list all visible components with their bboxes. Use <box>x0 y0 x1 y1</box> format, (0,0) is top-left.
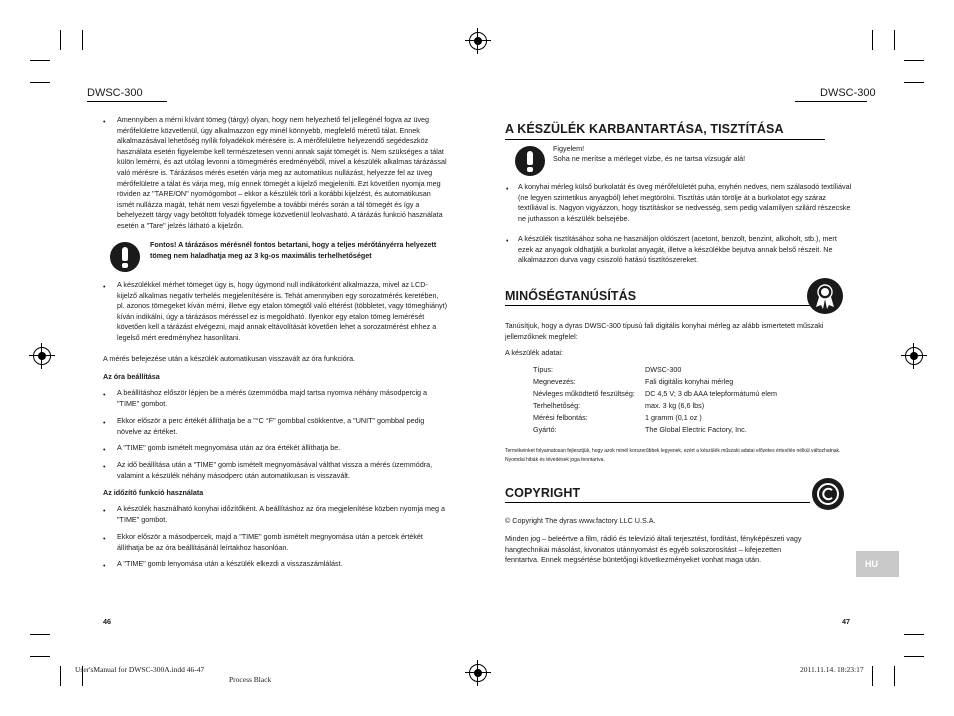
crop-mark <box>872 666 873 686</box>
quality-title-rule <box>505 305 810 306</box>
spec-key: Gyártó: <box>533 425 557 434</box>
maintenance-paragraph: A konyhai mérleg külső burkolatát és üveg mérőfelületét puha, enyhén nedves, nem szálasodó textíliával (ne legyen szintetikus anyagból) lehet megtörölni. Tisztítás után törölje át a burkolatot egy száraz textíliával is. Nagyon vigyázzon, hogy tisztításkor se nedvesség, sem pedig valamilyen szilárd részecske ne juthasson a készülék belsejébe. <box>518 182 852 223</box>
copyright-title-rule <box>505 502 810 503</box>
page-number-left: 46 <box>103 617 111 626</box>
body-paragraph: Amennyiben a mérni kívánt tömeg (tárgy) olyan, hogy nem helyezhető fel jellegénél fogva az üveg mérőfelületre közvetlenül, úgy alkalmazzon egy minél könnyebb, megfelelő méretű tálat. Ennek alkalmazásával lehetőség nyílik folyadékok mérésére is. A mérőfelületre helyezendő segédeszköz használata esetén figyelembe kell természetesen venni annak saját tömegét is. Nem szükséges a tálat külön lemérni, és azt utólag levonni a tömegmérés eredményéből, mivel a készülék alkalmas tárázással való mérésre is. Tárázásos mérés esetén várja meg az automatikus nullázást, helyezze fel az üveg mérőfelületre a tálat és várja meg, míg ennek tömegét a kijelző megjeleníti. Ezt követően nyomja meg röviden az "TARE/ON" nyomógombot – ekkor a készülék törli a korábbi kijelzést, és automatikusan ismét nullázza magát, tehát nem veszi figyelembe a további mérés során a tál tömegét és így a behelyezett tárgy vagy betöltött folyadék tömege közvetlenül leolvasható. A tárázás funkció használata esetén a "Tare" jelzés látható a kijelzőn. <box>117 115 447 230</box>
timer-step: Ekkor először a másodpercek, majd a "TIME" gomb ismételt megnyomása után a percek értékét állíthatja be az óra beállításánál leírtakhoz hasonlóan. <box>117 532 423 552</box>
clock-step: Az idő beállítása után a "TIME" gomb ismételt megnyomásával válthat vissza a mérés üzemmódra, valamint a készülék néhány másodperc után automatikusan is visszavált. <box>117 460 433 480</box>
timer-heading: Az időzítő funkció használata <box>103 488 204 497</box>
spec-value: Fali digitális konyhai mérleg <box>645 377 734 386</box>
quality-text: Tanúsítjuk, hogy a dyras DWSC-300 típusú fali digitális konyhai mérleg az alább ismertetett műszaki jellemzőknek megfelel: <box>505 321 824 341</box>
registration-mark-icon <box>33 347 51 365</box>
crop-mark <box>904 656 924 657</box>
crop-mark <box>904 60 924 61</box>
bullet: • <box>103 534 106 543</box>
fineprint: Termékeinket folyamatosan fejlesztjük, hogy azok minél korszerűbbek legyenek, ezért a készülék műszaki adatai előzetes értesítés nélkül változhatnak. Nyomdai hibák és tévedések joga fenntartva. <box>505 448 841 463</box>
maintenance-warning-text: Soha ne merítse a mérleget vízbe, és ne tartsa vízsugár alá! <box>553 154 746 163</box>
quality-title: MINŐSÉGTANÚSÍTÁS <box>505 289 637 303</box>
auto-off-text: A mérés befejezése után a készülék automatikusan visszavált az óra funkcióra. <box>103 354 356 363</box>
crop-mark <box>904 634 924 635</box>
crop-mark <box>30 634 50 635</box>
device-data-label: A készülék adatai: <box>505 348 563 357</box>
crop-mark <box>60 666 61 686</box>
body-paragraph: A készülékkel mérhet tömeget úgy is, hogy úgymond null indikátorként alkalmazza, mivel az LCD-kijelző alkalmas negatív terhelés megjelenítésére is. Tehát amennyiben egy sorozatmérés keretében, pl. azonos tömegeket kíván mérni, illetve egy etalon tömegtől való eltérést (többletet, vagy tömeghiányt) kíván indikálni, úgy a tárázásos méréssel ez is megoldható. Ilyenkor egy etalon tömeg lemérését követően kell a tárázást elvégezni, majd annak eltávolítását követően lehet a sorozatmérést ehhez a legelső mért eredményhez hasonlítani. <box>117 280 448 342</box>
bullet: • <box>506 236 509 245</box>
bullet: • <box>103 282 106 291</box>
maintenance-paragraph: A készülék tisztításához soha ne használjon oldószert (acetont, benzolt, benzint, alkoholt, stb.), mert ezek az anyagok oldhatják a burkolat anyagát, illetve a készülékbe bejutva annak belső részeit. Ne alkalmazzon durva vagy csiszoló hatású tisztítószereket. <box>518 234 837 265</box>
crop-mark <box>30 82 50 83</box>
bullet: • <box>103 462 106 471</box>
footer-process: Process Black <box>229 675 272 684</box>
warning-icon <box>515 146 545 176</box>
copyright-text: Minden jog – beleértve a film, rádió és televízió általi terjesztést, fordítást, fényképészeti vagy hangtechnikai másolást, kivonatos utánnyomást és egyéb sokszorosítást – kifejezetten fenntartva. Ennek megsértése büntetőjogi következményeket vonhat maga után. <box>505 534 802 565</box>
maintenance-title-rule <box>505 139 825 140</box>
bullet: • <box>103 506 106 515</box>
spec-key: Névleges működtető feszültség: <box>533 389 635 398</box>
maintenance-title: A KÉSZÜLÉK KARBANTARTÁSA, TISZTÍTÁSA <box>505 122 784 136</box>
bullet: • <box>103 445 106 454</box>
bullet: • <box>103 117 106 126</box>
clock-step: A beállításhoz először lépjen be a mérés üzemmódba majd tartsa nyomva néhány másodpercig a "TIME" gombot. <box>117 388 428 408</box>
spec-value: DC 4,5 V; 3 db AAA telepformátumú elem <box>645 389 777 398</box>
bullet: • <box>506 184 509 193</box>
spec-key: Terhelhetőség: <box>533 401 581 410</box>
clock-step: Ekkor először a perc értékét állíthatja be a "°C °F" gombbal csökkentve, a "UNIT" gombbal pedig növelve az értéket. <box>117 416 425 436</box>
registration-mark-icon <box>469 32 487 50</box>
timer-step: A "TIME" gomb lenyomása után a készülék elkezdi a visszaszámlálást. <box>117 559 343 568</box>
bullet: • <box>103 390 106 399</box>
copyright-line: © Copyright The dyras www.factory LLC U.S.A. <box>505 516 656 525</box>
crop-mark <box>60 30 61 50</box>
spec-key: Mérési felbontás: <box>533 413 588 422</box>
bullet: • <box>103 561 106 570</box>
clock-heading: Az óra beállítása <box>103 372 160 381</box>
quality-seal-icon <box>806 277 844 315</box>
crop-mark <box>872 30 873 50</box>
crop-mark <box>894 30 895 50</box>
crop-mark <box>30 60 50 61</box>
spec-key: Megnevezés: <box>533 377 576 386</box>
registration-mark-icon <box>905 347 923 365</box>
timer-step: A készülék használható konyhai időzítőként. A beállításhoz az óra megjelenítése közben nyomja meg a "TIME" gombot. <box>117 504 446 524</box>
spec-value: DWSC-300 <box>645 365 682 374</box>
copyright-title: COPYRIGHT <box>505 486 581 500</box>
crop-mark <box>82 30 83 50</box>
spec-key: Típus: <box>533 365 553 374</box>
bullet: • <box>103 418 106 427</box>
model-label-right: DWSC-300 <box>820 87 876 99</box>
page-number-right: 47 <box>842 617 850 626</box>
spec-value: The Global Electric Factory, Inc. <box>645 425 747 434</box>
maintenance-warning-title: Figyelem! <box>553 144 585 153</box>
header-rule-left <box>87 101 167 102</box>
warning-icon <box>110 242 140 272</box>
crop-mark <box>894 666 895 686</box>
header-rule-right <box>795 101 867 102</box>
warning-text: Fontos! A tárázásos mérésnél fontos betartani, hogy a teljes mérőtányérra helyezett tömeg nem haladhatja meg az 3 kg-os maximális terhelhetőséget <box>150 240 437 260</box>
footer-file-name: User'sManual for DWSC-300A.indd 46-47 <box>75 665 205 674</box>
copyright-icon <box>811 477 845 511</box>
spec-value: 1 gramm (0,1 oz ) <box>645 413 702 422</box>
spec-value: max. 3 kg (6,6 lbs) <box>645 401 705 410</box>
registration-mark-icon <box>469 664 487 682</box>
crop-mark <box>904 82 924 83</box>
clock-step: A "TIME" gomb ismételt megnyomása után az óra értékét állíthatja be. <box>117 443 341 452</box>
crop-mark <box>30 656 50 657</box>
model-label-left: DWSC-300 <box>87 87 143 99</box>
footer-date: 2011.11.14. 18:23:17 <box>800 665 864 674</box>
language-tab: HU <box>856 551 899 577</box>
